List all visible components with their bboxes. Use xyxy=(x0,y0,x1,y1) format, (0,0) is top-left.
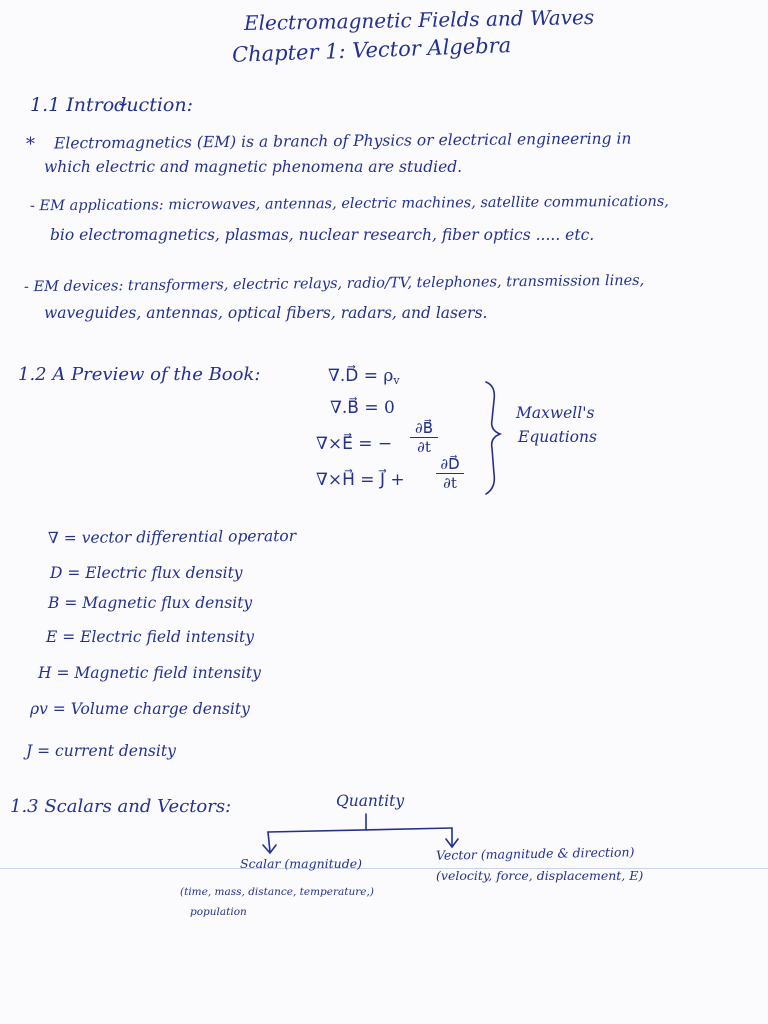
em-devices-line-2: waveguides, antennas, optical fibers, radars, and lasers. xyxy=(44,304,488,322)
tree-node-vector: Vector (magnitude & direction) xyxy=(435,844,635,863)
scalar-examples-line-2: population xyxy=(190,906,247,918)
scalar-examples-line-1: (time, mass, distance, temperature,) xyxy=(180,886,374,898)
intro-para-1-line-1: Electromagnetics (EM) is a branch of Physics or electrical engineering in xyxy=(53,129,632,153)
em-devices-line-1: - EM devices: transformers, electric relays, radio/TV, telephones, transmission lines, xyxy=(23,272,645,296)
faraday-numerator: ∂B⃗ xyxy=(414,419,434,437)
def-b: B = Magnetic flux density xyxy=(48,594,253,612)
section-1-3-heading: 1.3 Scalars and Vectors: xyxy=(10,796,232,817)
heading-flourish xyxy=(120,104,126,105)
eq1-text: ∇.D⃗ = ρ xyxy=(328,366,394,386)
em-applications-line-1: - EM applications: microwaves, antennas, electric machines, satellite communications, xyxy=(29,193,669,215)
maxwell-label-line-1: Maxwell's xyxy=(516,404,595,422)
em-applications-line-2: bio electromagnetics, plasmas, nuclear research, fiber optics ..... etc. xyxy=(50,226,595,244)
intro-para-1-line-2: which electric and magnetic phenomena are studied. xyxy=(44,158,463,176)
maxwell-label-line-2: Equations xyxy=(518,428,597,446)
eq1-subscript: v xyxy=(393,374,400,387)
faraday-denominator: ∂t xyxy=(417,438,431,456)
maxwell-brace xyxy=(486,382,500,494)
title-line-2: Chapter 1: Vector Algebra xyxy=(231,33,512,67)
section-1-1-heading: 1.1 Introduction: xyxy=(30,94,193,116)
tree-node-scalar: Scalar (magnitude) xyxy=(240,856,362,871)
maxwell-eq-ampere: ∇×H⃗ = J⃗ + xyxy=(316,470,405,490)
maxwell-eq-faraday: ∇×E⃗ = − xyxy=(316,434,393,454)
vector-examples: (velocity, force, displacement, E) xyxy=(436,868,644,883)
ampere-denominator: ∂t xyxy=(443,474,457,492)
def-h: H = Magnetic field intensity xyxy=(38,664,261,682)
def-d: D = Electric flux density xyxy=(50,564,243,582)
def-nabla: ∇ = vector differential operator xyxy=(47,526,297,548)
ampere-numerator: ∂D⃗ xyxy=(440,455,460,473)
title-line-1: Electromagnetic Fields and Waves xyxy=(243,4,595,36)
maxwell-eq-gauss-magnetic: ∇.B⃗ = 0 xyxy=(330,398,395,418)
def-rho-v: ρv = Volume charge density xyxy=(30,700,250,718)
tree-branch-bar xyxy=(268,828,452,832)
def-e: E = Electric field intensity xyxy=(46,628,255,646)
def-j: J = current density xyxy=(26,742,176,760)
bullet-star: * xyxy=(26,134,35,155)
tree-root-quantity: Quantity xyxy=(336,792,405,810)
tree-left-branch xyxy=(268,832,270,852)
section-1-2-heading: 1.2 A Preview of the Book: xyxy=(18,364,261,385)
